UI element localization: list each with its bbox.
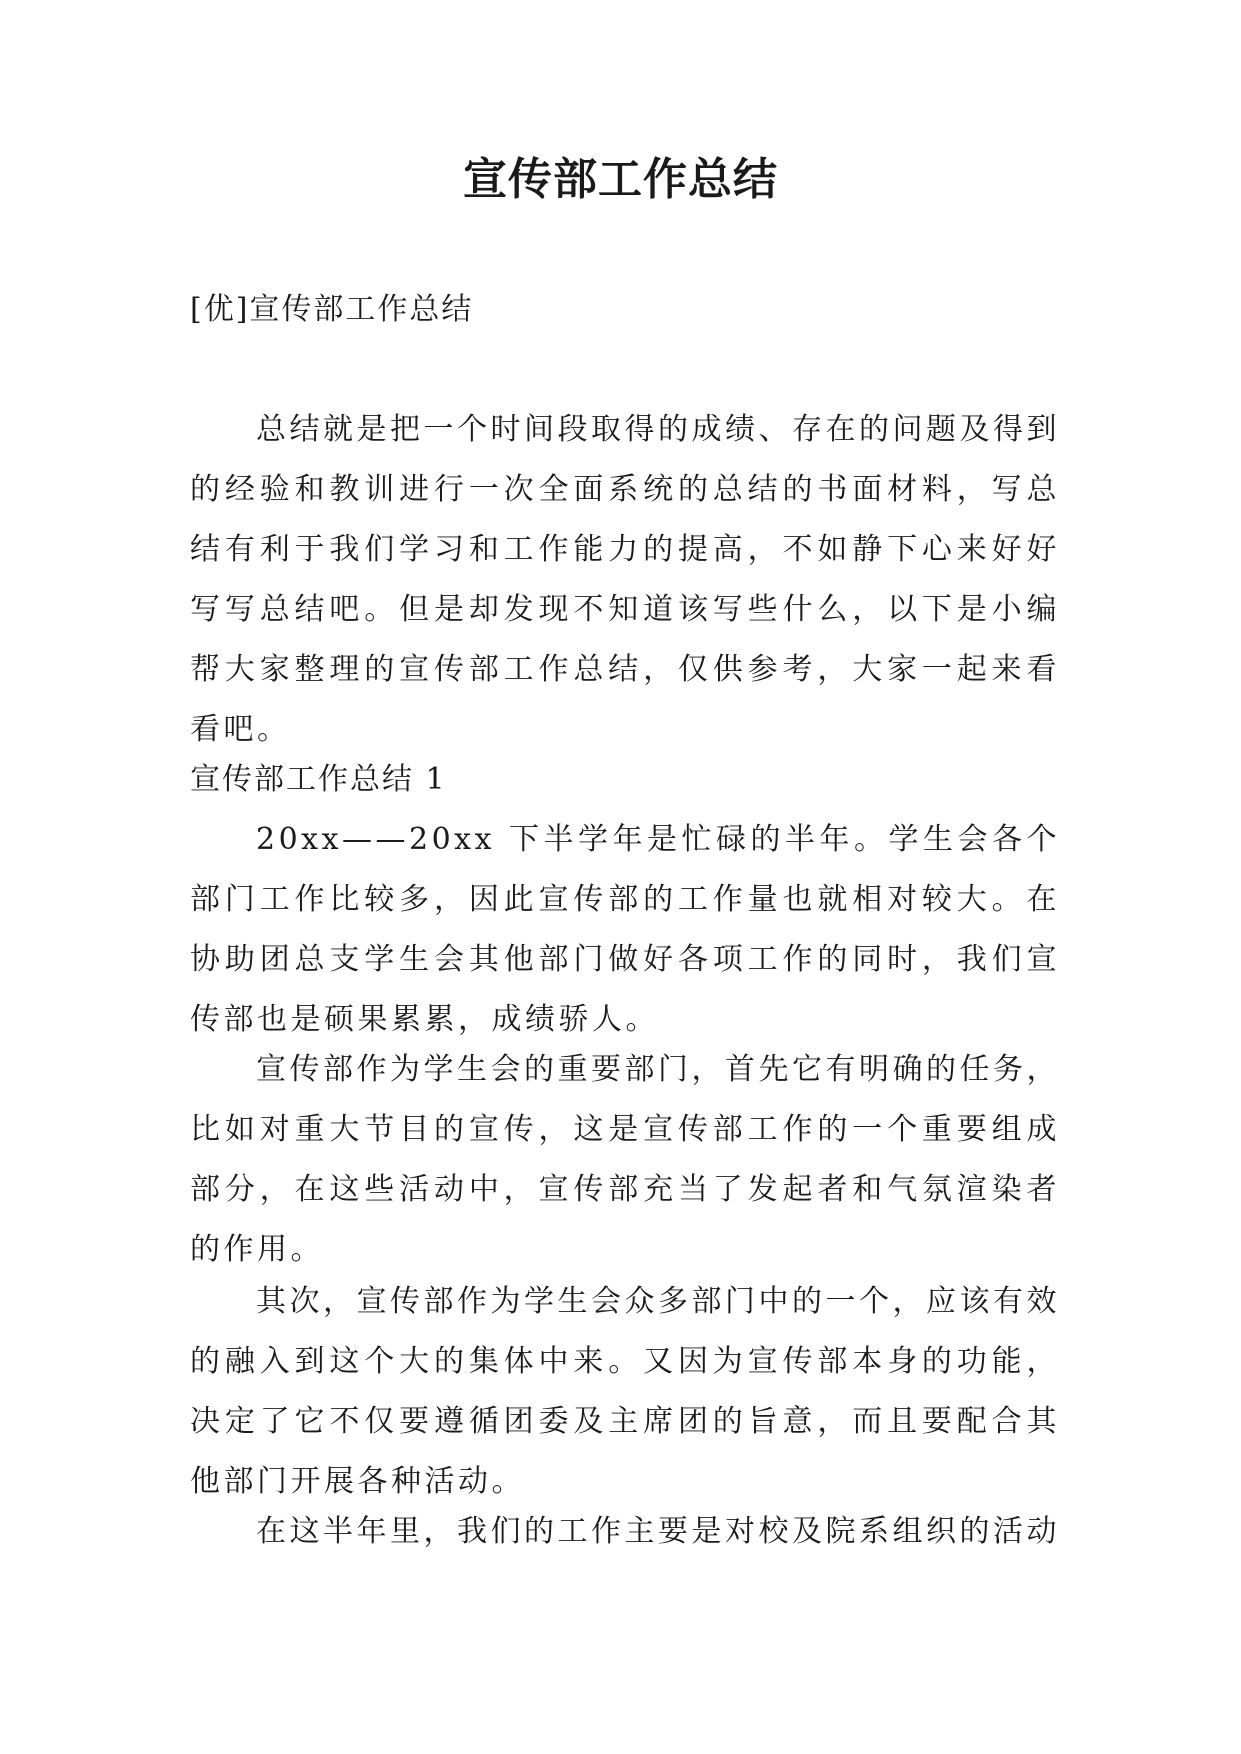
body-paragraph: 宣传部作为学生会的重要部门，首先它有明确的任务，比如对重大节目的宣传，这是宣传部工作的一个重要组成部分，在这些活动中，宣传部充当了发起者和气氛渲染者的作用。 [190,1052,1060,1267]
intro-paragraph: 总结就是把一个时间段取得的成绩、存在的问题及得到的经验和教训进行一次全面系统的总结的书面材料，写总结有利于我们学习和工作能力的提高，不如静下心来好好写写总结吧。但是却发现不知道该写些什么，以下是小编帮大家整理的宣传部工作总结，仅供参考，大家一起来看看吧。 [190,412,1060,747]
document-subtitle: [优]宣传部工作总结 [190,292,474,327]
body-paragraph: 20xx——20xx 下半学年是忙碌的半年。学生会各个部门工作比较多，因此宣传部的工作量也就相对较大。在协助团总支学生会其他部门做好各项工作的同时，我们宣传部也是硕果累累，成绩骄人。 [190,822,1060,1037]
page-title: 宣传部工作总结 [463,154,778,205]
body-paragraph: 其次，宣传部作为学生会众多部门中的一个，应该有效的融入到这个大的集体中来。又因为宣传部本身的功能，决定了它不仅要遵循团委及主席团的旨意，而且要配合其他部门开展各种活动。 [190,1284,1060,1499]
section-heading: 宣传部工作总结 1 [190,762,447,797]
body-paragraph: 在这半年里，我们的工作主要是对校及院系组织的活动 [256,1514,1060,1549]
